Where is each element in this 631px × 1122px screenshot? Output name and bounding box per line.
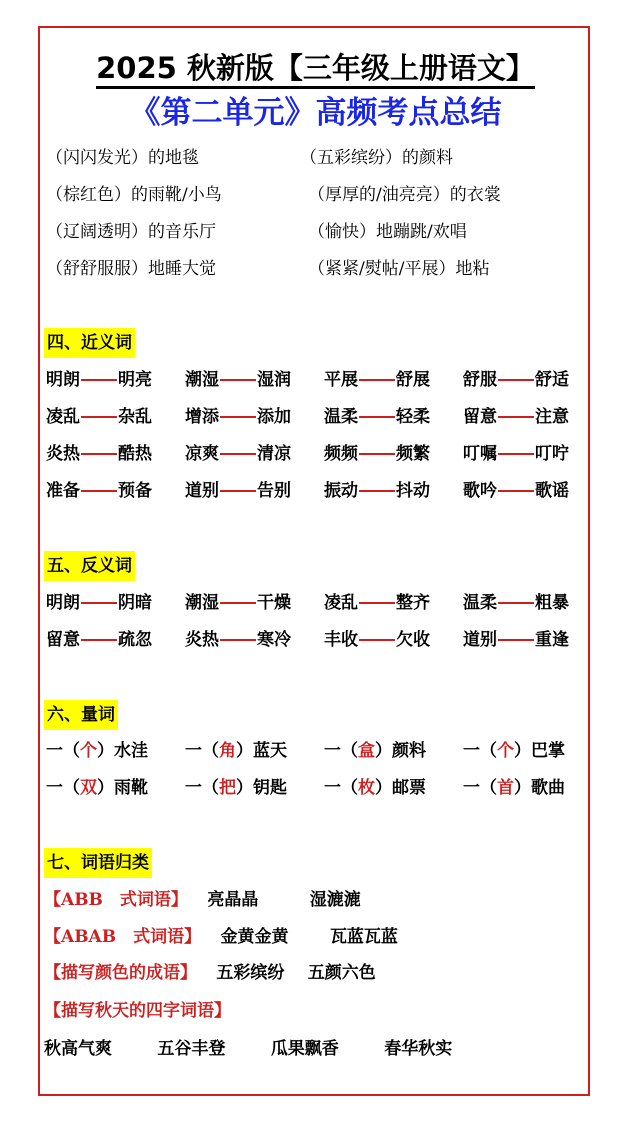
measure-word: 首 xyxy=(497,778,514,798)
dash-separator xyxy=(220,490,256,492)
pair-word: 留意 xyxy=(463,407,497,427)
word-pair xyxy=(324,592,430,614)
measure-text: 一（ xyxy=(324,778,358,798)
measure-word: 把 xyxy=(219,778,236,798)
dash-separator xyxy=(498,453,534,455)
word-pair xyxy=(46,406,152,428)
pair-word: 频繁 xyxy=(396,444,430,464)
word-pair xyxy=(463,406,569,428)
page-title: 2025 秋新版【三年级上册语文】 xyxy=(0,50,631,86)
word-pair xyxy=(46,369,152,391)
measure-word: 枚 xyxy=(358,778,375,798)
dash-separator xyxy=(359,490,395,492)
pair-word: 歌谣 xyxy=(535,481,569,501)
pair-word: 粗暴 xyxy=(535,593,569,613)
word-pair xyxy=(185,592,291,614)
dash-separator xyxy=(220,453,256,455)
word-pair xyxy=(324,629,430,651)
word-pair xyxy=(185,369,291,391)
pair-word: 明朗 xyxy=(46,593,80,613)
pair-word: 明朗 xyxy=(46,370,80,390)
autumn-word: 秋高气爽 xyxy=(44,1039,112,1059)
page-subtitle: 《第二单元》高频考点总结 xyxy=(129,95,502,131)
measure-word: 双 xyxy=(80,778,97,798)
pair-word: 凉爽 xyxy=(185,444,219,464)
word-pair xyxy=(463,629,569,651)
word-pair xyxy=(463,480,569,502)
collocation: （辽阔透明）的音乐厅 xyxy=(46,222,216,242)
pair-word: 平展 xyxy=(324,370,358,390)
pair-word: 道别 xyxy=(463,630,497,650)
pair-word: 告别 xyxy=(257,481,291,501)
pair-word: 重逢 xyxy=(535,630,569,650)
pair-word: 明亮 xyxy=(118,370,152,390)
category-row xyxy=(44,1000,231,1022)
pair-word: 凌乱 xyxy=(324,593,358,613)
pair-word: 欠收 xyxy=(396,630,430,650)
collocation: （闪闪发光）的地毯 xyxy=(46,148,199,168)
dash-separator xyxy=(498,602,534,604)
dash-separator xyxy=(220,602,256,604)
collocation: （舒舒服服）地睡大觉 xyxy=(46,259,216,279)
measure-word-item xyxy=(185,740,287,762)
pair-word: 丰收 xyxy=(324,630,358,650)
word-pair xyxy=(324,443,430,465)
dash-separator xyxy=(81,490,117,492)
measure-text: ）邮票 xyxy=(375,778,426,798)
measure-word-item xyxy=(463,740,565,762)
pair-word: 道别 xyxy=(185,481,219,501)
category-label: 【描写颜色的成语】 xyxy=(44,963,197,983)
pair-word: 清凉 xyxy=(257,444,291,464)
word-pair xyxy=(463,369,569,391)
category-word: 五彩缤纷 xyxy=(216,963,285,983)
pair-word: 舒适 xyxy=(535,370,569,390)
autumn-word: 五谷丰登 xyxy=(157,1039,226,1059)
pair-word: 温柔 xyxy=(324,407,358,427)
measure-word: 个 xyxy=(80,741,97,761)
section-heading-antonyms: 五、反义词 xyxy=(44,551,135,581)
word-pair xyxy=(46,592,152,614)
category-row xyxy=(44,889,361,911)
section-heading-measure-words: 六、量词 xyxy=(44,700,118,730)
category-word: 瓦蓝瓦蓝 xyxy=(329,927,398,947)
word-pair xyxy=(324,406,430,428)
collocation: （厚厚的/油亮亮）的衣裳 xyxy=(308,185,501,205)
pair-word: 添加 xyxy=(257,407,291,427)
pair-word: 凌乱 xyxy=(46,407,80,427)
word-pair xyxy=(46,629,152,651)
dash-separator xyxy=(359,416,395,418)
autumn-word: 瓜果飘香 xyxy=(270,1039,339,1059)
collocation: （棕红色）的雨靴/小鸟 xyxy=(46,185,222,205)
pair-word: 频频 xyxy=(324,444,358,464)
section-heading-categories: 七、词语归类 xyxy=(44,848,152,878)
measure-text: ）颜料 xyxy=(375,741,426,761)
measure-word-item xyxy=(46,777,148,799)
pair-word: 叮咛 xyxy=(535,444,569,464)
autumn-words-row xyxy=(44,1038,452,1060)
measure-word-item xyxy=(463,777,565,799)
word-pair xyxy=(185,629,291,651)
word-pair xyxy=(463,592,569,614)
measure-text: ）巴掌 xyxy=(514,741,565,761)
pair-word: 准备 xyxy=(46,481,80,501)
dash-separator xyxy=(220,639,256,641)
dash-separator xyxy=(498,416,534,418)
collocation: （愉快）地蹦跳/欢唱 xyxy=(308,222,467,242)
dash-separator xyxy=(220,416,256,418)
measure-word: 个 xyxy=(497,741,514,761)
word-pair xyxy=(324,480,430,502)
pair-word: 干燥 xyxy=(257,593,291,613)
dash-separator xyxy=(81,416,117,418)
dash-separator xyxy=(81,453,117,455)
pair-word: 温柔 xyxy=(463,593,497,613)
dash-separator xyxy=(359,379,395,381)
measure-text: ）钥匙 xyxy=(236,778,287,798)
pair-word: 潮湿 xyxy=(185,593,219,613)
pair-word: 杂乱 xyxy=(118,407,152,427)
measure-text: 一（ xyxy=(185,778,219,798)
dash-separator xyxy=(359,639,395,641)
category-word: 五颜六色 xyxy=(307,963,376,983)
measure-text: 一（ xyxy=(46,741,80,761)
pair-word: 阴暗 xyxy=(118,593,152,613)
pair-word: 舒展 xyxy=(396,370,430,390)
pair-word: 轻柔 xyxy=(396,407,430,427)
dash-separator xyxy=(498,490,534,492)
pair-word: 抖动 xyxy=(396,481,430,501)
measure-text: ）蓝天 xyxy=(236,741,287,761)
dash-separator xyxy=(498,379,534,381)
pair-word: 歌吟 xyxy=(463,481,497,501)
dash-separator xyxy=(81,602,117,604)
measure-text: ）歌曲 xyxy=(514,778,565,798)
category-row xyxy=(44,962,376,984)
category-label: 【描写秋天的四字词语】 xyxy=(44,1001,231,1021)
dash-separator xyxy=(81,379,117,381)
pair-word: 留意 xyxy=(46,630,80,650)
pair-word: 预备 xyxy=(118,481,152,501)
dash-separator xyxy=(359,453,395,455)
dash-separator xyxy=(220,379,256,381)
measure-text: ）水洼 xyxy=(97,741,148,761)
measure-word: 角 xyxy=(219,741,236,761)
measure-word: 盒 xyxy=(358,741,375,761)
category-row xyxy=(44,926,398,948)
pair-word: 振动 xyxy=(324,481,358,501)
word-pair xyxy=(463,443,569,465)
category-word: 湿漉漉 xyxy=(309,890,361,910)
pair-word: 注意 xyxy=(535,407,569,427)
pair-word: 酷热 xyxy=(118,444,152,464)
measure-text: 一（ xyxy=(463,741,497,761)
word-pair xyxy=(46,480,152,502)
autumn-word: 春华秋实 xyxy=(384,1039,453,1059)
measure-text: 一（ xyxy=(185,741,219,761)
category-label: 【ABB 式词语】 xyxy=(44,890,188,910)
measure-text: ）雨靴 xyxy=(97,778,148,798)
pair-word: 叮嘱 xyxy=(463,444,497,464)
pair-word: 整齐 xyxy=(396,593,430,613)
dash-separator xyxy=(359,602,395,604)
word-pair xyxy=(185,443,291,465)
measure-word-item xyxy=(324,777,426,799)
pair-word: 增添 xyxy=(185,407,219,427)
measure-word-item xyxy=(46,740,148,762)
category-label: 【ABAB 式词语】 xyxy=(44,927,202,947)
collocation: （紧紧/熨帖/平展）地粘 xyxy=(308,259,490,279)
pair-word: 潮湿 xyxy=(185,370,219,390)
measure-text: 一（ xyxy=(46,778,80,798)
pair-word: 湿润 xyxy=(257,370,291,390)
pair-word: 炎热 xyxy=(46,444,80,464)
measure-text: 一（ xyxy=(463,778,497,798)
collocation: （五彩缤纷）的颜料 xyxy=(300,148,453,168)
measure-text: 一（ xyxy=(324,741,358,761)
word-pair xyxy=(324,369,430,391)
dash-separator xyxy=(81,639,117,641)
pair-word: 寒冷 xyxy=(257,630,291,650)
pair-word: 舒服 xyxy=(463,370,497,390)
measure-word-item xyxy=(185,777,287,799)
measure-word-item xyxy=(324,740,426,762)
category-word: 亮晶晶 xyxy=(207,890,259,910)
dash-separator xyxy=(498,639,534,641)
section-heading-synonyms: 四、近义词 xyxy=(44,328,135,358)
pair-word: 疏忽 xyxy=(118,630,152,650)
category-word: 金黄金黄 xyxy=(220,927,289,947)
pair-word: 炎热 xyxy=(185,630,219,650)
word-pair xyxy=(185,406,291,428)
word-pair xyxy=(185,480,291,502)
word-pair xyxy=(46,443,152,465)
